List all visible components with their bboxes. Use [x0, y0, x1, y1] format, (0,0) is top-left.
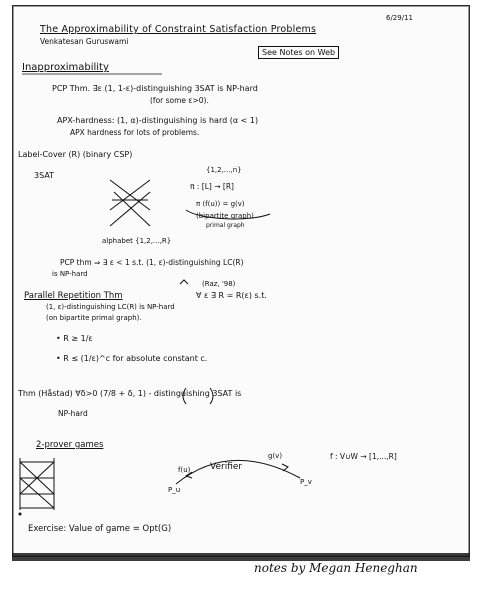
- hastad-bracket-right: [210, 388, 213, 404]
- hastad-bracket-left: [183, 388, 186, 404]
- variables: {1,2,...,n}: [206, 166, 242, 174]
- raz-note: (Raz, '98): [202, 280, 236, 288]
- pcp-implication: PCP thm ⇒ ∃ ε < 1 s.t. (1, ε)-distinguishing LC(R): [60, 258, 244, 267]
- verifier-label: Verifier: [210, 462, 243, 472]
- prover-v: P_v: [300, 478, 312, 486]
- apx-hardness: APX-hardness: (1, α)-distinguishing is hard (α < 1): [57, 116, 259, 125]
- verifier-arc: [176, 460, 300, 484]
- answer-f: f(u): [178, 466, 191, 474]
- parallel-repetition-body: ∀ ε ∃ R = R(ε) s.t.: [196, 291, 267, 300]
- alphabet: alphabet {1,2,...,R}: [102, 237, 172, 245]
- parallel-repetition: Parallel Repetition Thm: [24, 291, 123, 301]
- hastad-theorem: Thm (Håstad) ∀δ>0 (7/8 + δ, 1) - distinguishing 3SAT is: [18, 389, 242, 398]
- exercise: Exercise: Value of game = Opt(G): [28, 524, 172, 534]
- label-cover: Label-Cover (R) (binary CSP): [18, 150, 133, 159]
- bullet-upper-bound: • R ≤ (1/ε)^c for absolute constant c.: [56, 354, 208, 363]
- ladder-node: [19, 513, 22, 516]
- prover-u: P_u: [168, 486, 181, 494]
- signature: notes by Megan Heneghan: [254, 561, 418, 575]
- page-title: The Approximability of Constraint Satisfaction Problems: [40, 24, 317, 35]
- threesat-label: 3SAT: [34, 171, 55, 180]
- notes-box: See Notes on Web: [258, 46, 339, 59]
- date: 6/29/11: [386, 14, 413, 22]
- map-constraint: π (f(u)) = g(v): [196, 200, 245, 208]
- bipartite-arrow: [186, 210, 270, 219]
- prover-ladder: [20, 458, 54, 510]
- raz-caret: [180, 280, 188, 284]
- parallel-repetition-c: (on bipartite primal graph).: [46, 314, 142, 322]
- author: Venkatesan Guruswami: [40, 37, 129, 46]
- hastad-theorem-2: NP-hard: [58, 409, 88, 418]
- map-pi: π : [L] → [R]: [190, 182, 234, 191]
- answer-g: g(v): [268, 452, 283, 460]
- heading-inapproximability: Inapproximability: [22, 62, 109, 73]
- assignment-map: f : V∪W → [1,...,R]: [330, 452, 397, 461]
- parallel-repetition-b: (1, ε)-distinguishing LC(R) is NP-hard: [46, 303, 175, 311]
- pcp-theorem-note: (for some ε>0).: [150, 96, 209, 105]
- pcp-theorem: PCP Thm. ∃ε (1, 1-ε)-distinguishing 3SAT is NP-hard: [52, 84, 258, 93]
- threesat-graph: [110, 180, 150, 226]
- two-prover-heading: 2-prover games: [36, 440, 104, 450]
- primal-graph-note: primal graph: [206, 222, 245, 229]
- bipartite-note: (bipartite graph): [196, 212, 254, 220]
- pcp-implication-2: is NP-hard: [52, 270, 88, 278]
- apx-hardness-note: APX hardness for lots of problems.: [70, 128, 200, 137]
- bullet-lower-bound: • R ≥ 1/ε: [56, 334, 93, 343]
